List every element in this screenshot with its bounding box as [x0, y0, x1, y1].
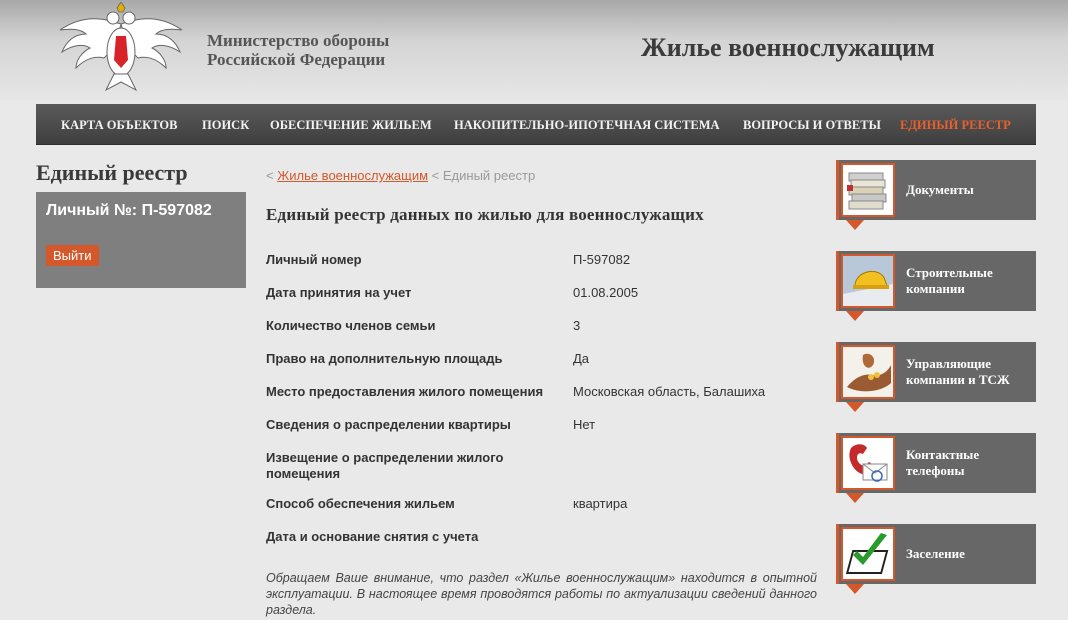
- info-label: Способ обеспечения жильем: [266, 496, 455, 511]
- info-value: Да: [573, 351, 590, 366]
- ministry-line-1: Министерство обороны: [207, 31, 390, 50]
- logout-button[interactable]: Выйти: [46, 245, 99, 266]
- nav-item-unified-registry[interactable]: ЕДИНЫЙ РЕЕСТР: [900, 118, 1011, 132]
- info-value: квартира: [573, 496, 628, 511]
- page-title: Единый реестр данных по жилью для военнослужащих: [266, 205, 704, 224]
- construction-icon: [841, 254, 895, 308]
- sidebar-item-label: Контактные телефоны: [906, 447, 980, 478]
- card-pointer: [846, 220, 864, 230]
- card-pointer: [846, 402, 864, 412]
- sidebar-item-construction[interactable]: [836, 251, 1036, 311]
- nav-item-housing[interactable]: ОБЕСПЕЧЕНИЕ ЖИЛЬЕМ: [270, 118, 432, 132]
- documents-icon: [841, 163, 895, 217]
- nav-item-faq[interactable]: ВОПРОСЫ И ОТВЕТЫ: [743, 118, 881, 132]
- ministry-name: [207, 31, 389, 69]
- phone-icon: [841, 436, 895, 490]
- info-label: Дата и основание снятия с учета: [266, 529, 479, 544]
- sidebar-item-documents[interactable]: [836, 160, 1036, 220]
- site-title[interactable]: Жилье военнослужащим: [641, 33, 935, 62]
- sidebar-item-management[interactable]: [836, 342, 1036, 402]
- sidebar-item-label: Заселение: [906, 546, 965, 561]
- double-headed-eagle-emblem-icon[interactable]: [56, 2, 186, 92]
- sidebar-item-settlement[interactable]: [836, 524, 1036, 584]
- ministry-line-2: Российской Федерации: [207, 50, 386, 69]
- left-section-title: Единый реестр: [36, 160, 188, 185]
- beta-notice: Обращаем Ваше внимание, что раздел «Жилье военнослужащим» находится в опытной эксплуатации. В настоящее время проводятся работы по актуализации сведений данного раздела.: [266, 571, 817, 617]
- card-pointer: [846, 493, 864, 503]
- info-value: П-597082: [573, 252, 631, 267]
- info-label: Извещение о распределении жилого помещения: [266, 450, 504, 481]
- breadcrumb-prefix: <: [266, 168, 274, 183]
- info-label: Право на дополнительную площадь: [266, 351, 503, 366]
- card-pointer: [846, 311, 864, 321]
- breadcrumb-link-home[interactable]: Жилье военнослужащим: [277, 168, 429, 183]
- site-header: [0, 0, 1068, 100]
- info-value: 3: [573, 318, 581, 333]
- nav-item-mortgage-system[interactable]: НАКОПИТЕЛЬНО-ИПОТЕЧНАЯ СИСТЕМА: [454, 118, 720, 132]
- sidebar-item-label: Управляющие компании и ТСЖ: [906, 356, 1010, 387]
- info-label: Место предоставления жилого помещения: [266, 384, 544, 399]
- info-value: 01.08.2005: [573, 285, 639, 300]
- breadcrumb-separator: <: [431, 168, 440, 183]
- info-label: Личный номер: [266, 252, 362, 267]
- breadcrumb-current: Единый реестр: [442, 168, 536, 183]
- sidebar-item-contacts[interactable]: [836, 433, 1036, 493]
- sidebar-item-label: Строительные компании: [906, 265, 993, 296]
- info-label: Количество членов семьи: [266, 318, 436, 333]
- personal-number-label: Личный №: П-597082: [46, 202, 212, 219]
- info-value: Московская область, Балашиха: [573, 384, 766, 399]
- info-label: Дата принятия на учет: [266, 285, 412, 300]
- nav-item-search[interactable]: ПОИСК: [202, 118, 250, 132]
- sidebar-item-label: Документы: [906, 182, 974, 197]
- checkmark-icon: [841, 527, 895, 581]
- management-icon: [841, 345, 895, 399]
- card-pointer: [846, 584, 864, 594]
- nav-item-map[interactable]: КАРТА ОБЪЕКТОВ: [61, 118, 178, 132]
- info-value: Нет: [573, 417, 596, 432]
- user-panel: [36, 192, 246, 288]
- breadcrumb: [266, 168, 535, 183]
- info-label: Сведения о распределении квартиры: [266, 417, 511, 432]
- main-nav: [36, 104, 1036, 145]
